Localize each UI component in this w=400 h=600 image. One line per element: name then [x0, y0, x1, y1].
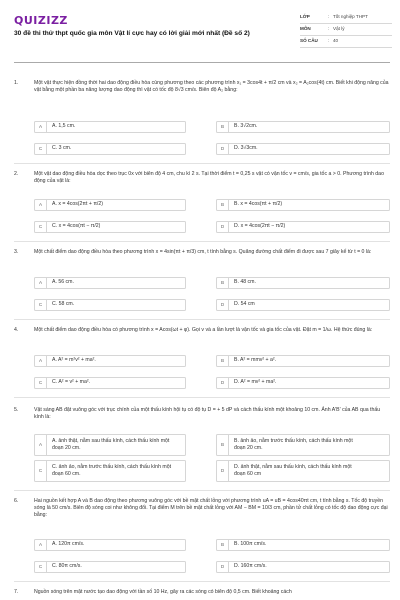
question-number: 5. — [14, 407, 19, 413]
meta-value: 40 — [333, 38, 339, 44]
option-letter: D — [217, 222, 229, 232]
option-d[interactable] — [216, 299, 390, 311]
option-text: B. x = 4cos(πt + π/2) — [234, 201, 283, 208]
option-text: A. A² = m²v² + ma². — [52, 357, 96, 364]
meta-separator: : — [328, 26, 330, 32]
option-text: B. 100π cm/s. — [234, 541, 267, 548]
header-rule — [14, 62, 390, 63]
option-letter: A — [35, 122, 47, 132]
option-text: C. 58 cm. — [52, 301, 75, 308]
option-letter: D — [217, 562, 229, 572]
option-a[interactable] — [34, 355, 186, 367]
meta-value: Tốt nghiệp THPT — [333, 14, 368, 20]
option-text: D. 3√3cm. — [234, 145, 258, 152]
option-letter: A — [35, 540, 47, 550]
option-c[interactable] — [34, 299, 186, 311]
option-letter: A — [35, 278, 47, 288]
document-title: 30 đề thi thử thpt quốc gia môn Vật lí cực hay có lời giải mới nhất (Đề số 2) — [14, 30, 250, 37]
option-a[interactable] — [34, 434, 186, 456]
question-divider — [14, 241, 390, 242]
question-divider — [14, 163, 390, 164]
option-text: A. 1,5 cm. — [52, 123, 76, 130]
question-text: Một vật dao động điều hòa dọc theo trục 0x với biên độ 4 cm, chu kì 2 s. Tại thời điểm t = 0,25 s vật có vận tốc v = cm/s, gia tốc a > 0. Phương trình dao động của vật là: — [34, 171, 384, 185]
question-text: Vật sáng AB đặt vuông góc với trục chính của một thấu kính hội tụ có độ tụ D = + 5 dP và cách thấu kính một khoảng 10 cm. Ảnh A'B' của AB qua thấu kính là: — [34, 407, 381, 421]
question-text: Nguồn sóng trên mặt nước tạo dao động với tần số 10 Hz, gây ra các sóng có biên độ 0,5 cm. Biết khoảng cách — [34, 589, 292, 595]
question-number: 4. — [14, 327, 19, 333]
option-d[interactable] — [216, 143, 390, 155]
option-letter: C — [35, 378, 47, 388]
option-letter: D — [217, 461, 229, 481]
option-letter: D — [217, 378, 229, 388]
option-a[interactable] — [34, 277, 186, 289]
question-divider — [14, 581, 390, 582]
option-a[interactable] — [34, 121, 186, 133]
option-b[interactable] — [216, 434, 390, 456]
meta-separator: : — [328, 14, 330, 20]
option-text: D. A² = mv² + ma². — [234, 379, 277, 386]
question-number: 7. — [14, 589, 19, 595]
question-divider — [14, 319, 390, 320]
meta-row-count — [300, 36, 392, 48]
option-letter: B — [217, 278, 229, 288]
option-letter: C — [35, 144, 47, 154]
option-text: C. A² = v² + ma². — [52, 379, 91, 386]
question-divider — [14, 490, 390, 491]
option-letter: C — [35, 461, 47, 481]
option-text: D. ảnh thật, nằm sau thấu kính, cách thấu kính một đoạn 60 cm — [234, 463, 352, 477]
quizizz-logo: QUIZIZZ — [14, 14, 68, 27]
option-text: B. ảnh ảo, nằm trước thấu kính, cách thấu kính một đoạn 20 cm. — [234, 437, 353, 451]
option-a[interactable] — [34, 539, 186, 551]
option-text: D. x = 4cos(2πt − π/2) — [234, 223, 286, 230]
option-letter: B — [217, 540, 229, 550]
question-number: 1. — [14, 80, 19, 86]
meta-row-class — [300, 12, 392, 24]
option-c[interactable] — [34, 561, 186, 573]
option-letter: C — [35, 222, 47, 232]
option-text: A. x = 4cos(2πt + π/2) — [52, 201, 103, 208]
option-a[interactable] — [34, 199, 186, 211]
meta-panel — [300, 12, 392, 48]
meta-key: LỚP — [300, 14, 310, 20]
question-text: Một chất điểm dao động điều hòa có phương trình x = Acos(ωt + φ). Gọi v và a lần lượt là vận tốc và gia tốc của vật. Đặt m = 1/ω. Hệ thức đúng là: — [34, 327, 373, 333]
option-text: D. 54 cm — [234, 301, 255, 308]
option-letter: B — [217, 200, 229, 210]
question-number: 3. — [14, 249, 19, 255]
meta-key: MÔN — [300, 26, 311, 32]
option-text: C. x = 4cos(πt − π/2) — [52, 223, 101, 230]
option-d[interactable] — [216, 221, 390, 233]
option-c[interactable] — [34, 460, 186, 482]
option-c[interactable] — [34, 221, 186, 233]
option-text: B. 3√2cm. — [234, 123, 258, 130]
option-text: A. ảnh thật, nằm sau thấu kính, cách thấu kính một đoạn 20 cm. — [52, 437, 170, 451]
option-text: C. 3 cm. — [52, 145, 72, 152]
meta-key: SỐ CÂU — [300, 38, 318, 44]
option-letter: C — [35, 562, 47, 572]
option-letter: C — [35, 300, 47, 310]
option-b[interactable] — [216, 355, 390, 367]
option-text: C. ảnh ảo, nằm trước thấu kính, cách thấu kính một đoạn 60 cm. — [52, 463, 172, 477]
question-divider — [14, 397, 390, 398]
option-d[interactable] — [216, 561, 390, 573]
option-letter: D — [217, 300, 229, 310]
option-b[interactable] — [216, 277, 390, 289]
meta-value: Vật lý — [333, 26, 345, 32]
option-text: A. 120π cm/s. — [52, 541, 85, 548]
option-d[interactable] — [216, 377, 390, 389]
option-c[interactable] — [34, 377, 186, 389]
option-text: D. 160π cm/s. — [234, 563, 267, 570]
option-letter: D — [217, 144, 229, 154]
meta-separator: : — [328, 38, 330, 44]
question-number: 2. — [14, 171, 19, 177]
question-text: Một chất điểm dao động điều hòa theo phương trình x = 4sin(πt + π/3) cm, t tính bằng s. Quãng đường chất điểm đi được sau 7 giây kể từ t = 0 là: — [34, 249, 372, 255]
question-number: 6. — [14, 498, 19, 504]
option-c[interactable] — [34, 143, 186, 155]
option-letter: A — [35, 200, 47, 210]
question-text: Hai nguồn kết hợp A và B dao động theo phương vuông góc với bề mặt chất lỏng với phương trình uA = uB = 4cos40πt cm, t tính bằng s. Tốc độ truyền sóng là 50 cm/s. Biên độ sóng coi như không đổi. Tại điểm M trên bề mặt chất lỏng với AM − BM = 10/3 cm, phần tử chất lỏng có tốc độ dao động cực đại bằng: — [34, 498, 388, 519]
option-letter: A — [35, 435, 47, 455]
option-text: B. A² = mmv² + a². — [234, 357, 277, 364]
option-text: A. 56 cm. — [52, 279, 74, 286]
option-b[interactable] — [216, 121, 390, 133]
option-letter: B — [217, 356, 229, 366]
option-b[interactable] — [216, 199, 390, 211]
option-b[interactable] — [216, 539, 390, 551]
option-d[interactable] — [216, 460, 390, 482]
option-letter: B — [217, 435, 229, 455]
meta-row-subject — [300, 24, 392, 36]
question-text: Một vật thực hiện đồng thời hai dao động điều hòa cùng phương theo các phương trình x₁ = 3cos4t + π/2 cm và x₂ = A₂cos(4t) cm. Biết khi động năng của vật bằng một phần ba năng lượng dao động thì vật có tốc độ 8√3 cm/s. Biên độ A₂ bằng: — [34, 80, 389, 94]
option-text: B. 48 cm. — [234, 279, 256, 286]
option-text: C. 80π cm/s. — [52, 563, 82, 570]
option-letter: B — [217, 122, 229, 132]
option-letter: A — [35, 356, 47, 366]
